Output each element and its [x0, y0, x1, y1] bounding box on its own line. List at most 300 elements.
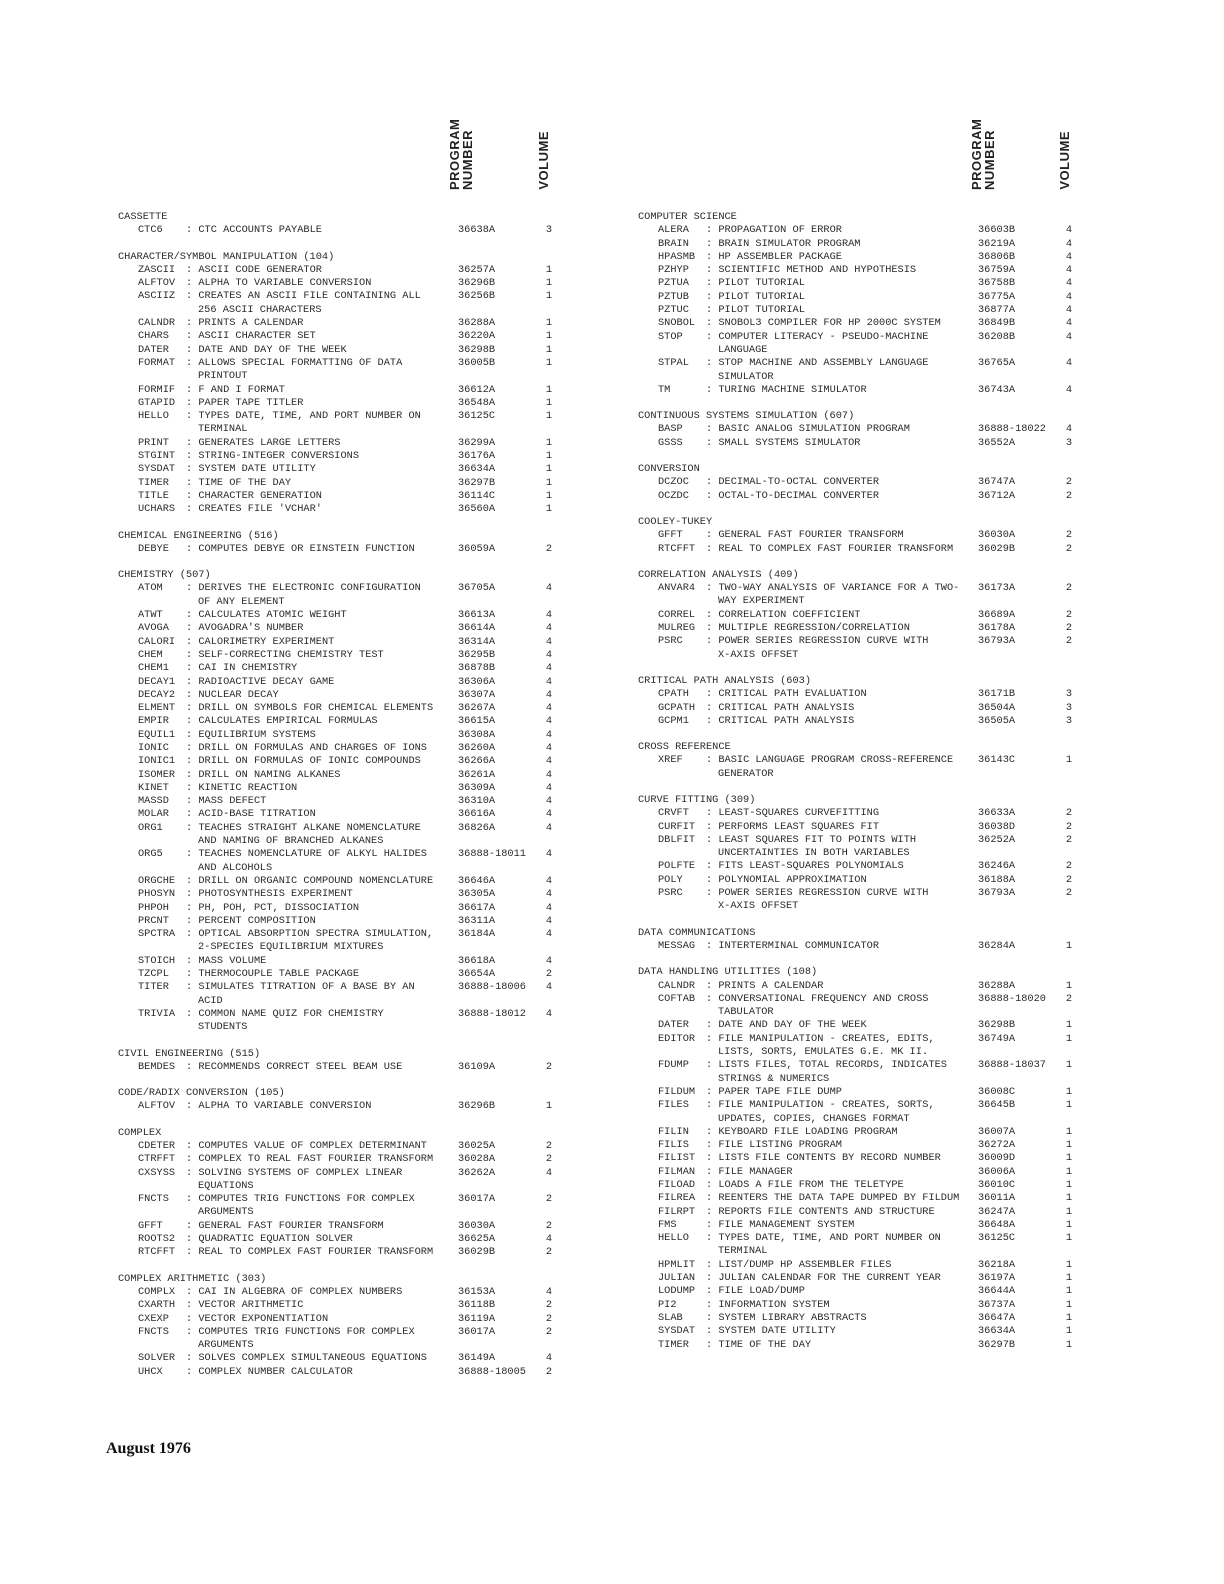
description-text: TIME OF THE DAY — [198, 476, 292, 489]
description-text: SMALL SYSTEMS SIMULATOR — [718, 436, 861, 449]
program-description — [706, 1019, 973, 1032]
program-entry — [118, 264, 558, 277]
program-code: ATOM — [138, 582, 163, 595]
description-text: GENERAL FAST FOURIER TRANSFORM — [198, 1219, 384, 1232]
separator: : — [706, 1019, 719, 1032]
program-description — [186, 1325, 453, 1353]
description-text: ALLOWS SPECIAL FORMATTING OF DATA — [198, 356, 403, 369]
program-description — [186, 1312, 453, 1326]
separator: : — [186, 1100, 199, 1113]
separator: : — [706, 754, 719, 767]
description-line — [706, 224, 973, 237]
program-number: 36888-18020 — [978, 992, 1046, 1005]
program-code: GTAPID — [138, 396, 176, 409]
volume-number: 2 — [545, 1365, 552, 1378]
program-number: 36257A — [458, 263, 496, 276]
program-entry — [638, 277, 1078, 290]
program-number: 36208B — [978, 330, 1016, 343]
volume-header: VOLUME — [1057, 131, 1072, 190]
program-entry — [118, 875, 558, 888]
volume-number: 4 — [545, 914, 552, 927]
program-number: 36114C — [458, 489, 496, 502]
program-number: 36612A — [458, 383, 496, 396]
description-line — [706, 701, 973, 715]
program-code: HPASMB — [658, 250, 696, 263]
program-code: STOICH — [138, 954, 176, 967]
program-entry — [118, 981, 558, 1008]
separator: : — [706, 1272, 719, 1285]
description-line — [706, 714, 973, 728]
program-code: MASSD — [138, 795, 169, 808]
program-code: IONIC — [138, 741, 169, 754]
program-number: 36288A — [978, 979, 1016, 992]
section-title: CORRELATION ANALYSIS (409) — [638, 568, 799, 581]
program-code: ELMENT — [138, 702, 176, 715]
volume-number: 4 — [1065, 357, 1072, 370]
description-text: HP ASSEMBLER PACKAGE — [718, 250, 842, 263]
volume-number: 1 — [1065, 1258, 1072, 1271]
program-entry — [118, 463, 558, 476]
description-text: SYSTEM DATE UTILITY — [718, 1325, 836, 1338]
description-line — [706, 1179, 973, 1192]
separator: : — [186, 396, 199, 409]
program-code: CXARTH — [138, 1299, 176, 1312]
program-number: 36297B — [458, 476, 496, 489]
program-entry — [638, 874, 1078, 887]
program-description — [186, 609, 453, 622]
program-description — [706, 608, 973, 622]
volume-number: 1 — [1065, 1139, 1072, 1152]
program-description — [186, 542, 453, 556]
program-description — [186, 330, 453, 343]
program-entry — [118, 968, 558, 981]
volume-number: 1 — [545, 317, 552, 330]
volume-number: 1 — [1065, 939, 1072, 952]
description-text: CALCULATES EMPIRICAL FORMULAS — [198, 715, 378, 728]
program-number: 36888-18011 — [458, 848, 526, 861]
program-number: 36888-18005 — [458, 1365, 526, 1378]
description-text: TURING MACHINE SIMULATOR — [718, 383, 867, 396]
description-text: PILOT TUTORIAL — [718, 304, 805, 317]
program-entry — [118, 450, 558, 463]
program-description — [706, 1125, 973, 1139]
description-text: PILOT TUTORIAL — [718, 277, 805, 290]
description-line — [706, 436, 973, 450]
volume-number: 2 — [545, 1299, 552, 1312]
program-entry — [638, 476, 1078, 489]
program-description — [186, 1352, 453, 1365]
program-code: CALORI — [138, 635, 176, 648]
program-entry — [118, 1326, 558, 1353]
program-entry — [118, 915, 558, 928]
program-number: 36309A — [458, 781, 496, 794]
description-line — [186, 648, 453, 662]
program-description — [706, 317, 973, 330]
program-description — [706, 489, 973, 503]
program-number-header: PROGRAM NUMBER — [969, 118, 997, 190]
volume-number: 4 — [545, 582, 552, 595]
separator: : — [706, 635, 719, 648]
section-title: CHEMISTRY (507) — [118, 569, 211, 582]
description-line — [186, 688, 453, 702]
description-line — [186, 463, 453, 476]
separator: : — [706, 979, 719, 992]
program-code: DECAY2 — [138, 688, 176, 701]
program-number: 36638A — [458, 224, 496, 237]
program-number: 36125C — [458, 410, 496, 423]
section-title: CROSS REFERENCE — [638, 741, 731, 754]
description-text: FILE MANAGEMENT SYSTEM — [718, 1218, 855, 1231]
program-description — [706, 1218, 973, 1232]
volume-number: 1 — [545, 383, 552, 396]
program-code: IONIC1 — [138, 755, 176, 768]
section-title: DATA HANDLING UTILITIES (108) — [638, 966, 818, 979]
description-line — [706, 992, 973, 1006]
description-line — [706, 833, 973, 847]
volume-number: 2 — [1065, 635, 1072, 648]
description-line — [186, 741, 453, 755]
volume-number: 4 — [545, 662, 552, 675]
program-number: 36749A — [978, 1032, 1016, 1045]
description-text: TEACHES STRAIGHT ALKANE NOMENCLATURE — [198, 821, 421, 834]
volume-number: 1 — [545, 277, 552, 290]
description-line: GENERATOR — [718, 767, 774, 780]
program-entry — [118, 437, 558, 450]
description-text: LOADS A FILE FROM THE TELETYPE — [718, 1179, 904, 1191]
program-code: AVOGA — [138, 622, 169, 635]
program-entry — [638, 980, 1078, 993]
program-description — [706, 1165, 973, 1179]
separator: : — [706, 1325, 719, 1338]
separator: : — [186, 476, 199, 489]
program-number: 36030A — [978, 529, 1016, 542]
volume-number: 2 — [1065, 476, 1072, 489]
catalog-section — [638, 741, 1078, 781]
entry-list — [118, 211, 558, 1392]
program-number: 36149A — [458, 1352, 496, 1365]
separator: : — [186, 1007, 199, 1020]
volume-number: 1 — [545, 410, 552, 423]
program-code: PSRC — [658, 635, 683, 648]
volume-number: 3 — [1065, 436, 1072, 449]
description-line: TABULATOR — [718, 1006, 774, 1019]
program-entry — [118, 277, 558, 290]
description-text: MASS VOLUME — [198, 954, 267, 967]
separator: : — [186, 662, 199, 675]
volume-header: VOLUME — [536, 131, 551, 190]
program-number: 36877A — [978, 304, 1016, 317]
volume-number: 2 — [1065, 833, 1072, 846]
program-entry — [118, 662, 558, 675]
program-description — [186, 901, 453, 915]
program-code: CRVFT — [658, 807, 689, 820]
program-number: 36306A — [458, 675, 496, 688]
description-line — [706, 1325, 973, 1338]
description-text: PAPER TAPE TITLER — [198, 396, 304, 409]
program-number: 36614A — [458, 622, 496, 635]
description-line — [186, 410, 453, 423]
program-entry — [638, 1219, 1078, 1232]
volume-number: 4 — [545, 715, 552, 728]
description-text: POLYNOMIAL APPROXIMATION — [718, 873, 867, 886]
description-text: CTC ACCOUNTS PAYABLE — [198, 224, 322, 237]
program-description — [186, 848, 453, 875]
description-text: TWO-WAY ANALYSIS OF VARIANCE FOR A TWO- — [718, 582, 960, 595]
separator: : — [706, 1232, 719, 1245]
description-line — [186, 317, 453, 330]
volume-number: 4 — [545, 702, 552, 715]
volume-number: 3 — [545, 224, 552, 237]
description-line — [706, 304, 973, 317]
description-line — [186, 1140, 453, 1153]
program-entry — [638, 1272, 1078, 1285]
volume-number: 4 — [545, 609, 552, 622]
description-line — [706, 1152, 973, 1165]
separator: : — [186, 848, 199, 861]
separator: : — [186, 263, 199, 276]
description-line — [186, 888, 453, 901]
section-title: CASSETTE — [118, 211, 168, 223]
separator: : — [706, 264, 719, 277]
program-number: 36218A — [978, 1258, 1016, 1271]
separator: : — [706, 1139, 719, 1152]
program-description — [186, 503, 453, 516]
program-entry — [118, 224, 558, 237]
program-description — [186, 702, 453, 715]
separator: : — [706, 317, 719, 330]
program-entry — [638, 317, 1078, 330]
program-number: 36109A — [458, 1060, 496, 1073]
volume-number: 2 — [1065, 622, 1072, 635]
description-line — [706, 476, 973, 489]
description-text: TEACHES NOMENCLATURE OF ALKYL HALIDES — [198, 848, 427, 861]
separator: : — [706, 1338, 719, 1351]
program-description — [706, 290, 973, 304]
catalog-section — [638, 463, 1078, 503]
separator: : — [186, 808, 199, 821]
program-code: ANVAR4 — [658, 582, 696, 595]
volume-number: 2 — [545, 1219, 552, 1232]
separator: : — [186, 1166, 199, 1179]
program-description — [706, 860, 973, 873]
description-text: GENERATES LARGE LETTERS — [198, 436, 341, 449]
separator: : — [706, 489, 719, 502]
program-code: TM — [658, 383, 671, 396]
program-number: 36007A — [978, 1125, 1016, 1138]
description-text: COMPUTES VALUE OF COMPLEX DETERMINANT — [198, 1140, 427, 1152]
section-title: CRITICAL PATH ANALYSIS (603) — [638, 674, 812, 687]
program-entry — [638, 1086, 1078, 1099]
program-number: 36059A — [458, 542, 496, 555]
description-line — [186, 476, 453, 490]
program-entry — [638, 993, 1078, 1020]
program-number: 36266A — [458, 755, 496, 768]
description-line — [186, 781, 453, 795]
volume-number: 1 — [1065, 754, 1072, 767]
program-code: ORG1 — [138, 821, 163, 834]
program-number: 36633A — [978, 807, 1016, 820]
program-code: COMPLX — [138, 1285, 176, 1298]
description-text: PERFORMS LEAST SQUARES FIT — [718, 820, 880, 833]
description-line — [706, 887, 973, 900]
program-entry — [638, 1192, 1078, 1205]
program-number: 36888-18006 — [458, 981, 526, 994]
description-line — [706, 1338, 973, 1352]
volume-number: 4 — [545, 648, 552, 661]
program-code: SYSDAT — [658, 1325, 696, 1338]
description-line — [186, 1325, 453, 1339]
program-code: TITLE — [138, 489, 169, 502]
description-line — [706, 277, 973, 290]
volume-number: 1 — [1065, 979, 1072, 992]
program-number: 36647A — [978, 1311, 1016, 1324]
description-line — [186, 808, 453, 821]
separator: : — [706, 304, 719, 317]
program-entry — [118, 477, 558, 490]
volume-number: 4 — [1065, 277, 1072, 290]
program-number: 36634A — [458, 463, 496, 476]
volume-number: 1 — [1065, 1059, 1072, 1072]
program-number: 36246A — [978, 860, 1016, 873]
volume-number: 4 — [545, 795, 552, 808]
description-line — [186, 1219, 453, 1233]
program-entry — [638, 1179, 1078, 1192]
program-entry — [638, 1259, 1078, 1272]
description-line — [706, 1125, 973, 1139]
program-number: 36648A — [978, 1218, 1016, 1231]
program-entry — [118, 344, 558, 357]
description-line — [186, 1060, 453, 1074]
separator: : — [706, 529, 719, 542]
description-line — [706, 1311, 973, 1325]
program-description — [186, 489, 453, 503]
separator: : — [706, 992, 719, 1005]
volume-number: 4 — [545, 901, 552, 914]
separator: : — [706, 1099, 719, 1112]
separator: : — [706, 1179, 719, 1191]
program-number: 36184A — [458, 928, 496, 941]
separator: : — [186, 1246, 199, 1259]
description-text: THERMOCOUPLE TABLE PACKAGE — [198, 968, 360, 981]
volume-number: 1 — [1065, 1099, 1072, 1112]
program-description — [186, 410, 453, 437]
description-line — [706, 1059, 973, 1072]
description-text: FITS LEAST-SQUARES POLYNOMIALS — [718, 860, 904, 873]
program-number: 36197A — [978, 1272, 1016, 1285]
catalog-section — [118, 569, 558, 1034]
program-entry — [118, 742, 558, 755]
program-description — [186, 981, 453, 1008]
program-description — [186, 622, 453, 635]
description-text: COMPUTES TRIG FUNCTIONS FOR COMPLEX — [198, 1193, 415, 1206]
program-code: UHCX — [138, 1365, 163, 1378]
description-line — [706, 608, 973, 622]
volume-number: 4 — [545, 981, 552, 994]
volume-number: 1 — [1065, 1125, 1072, 1138]
program-entry — [638, 1285, 1078, 1298]
separator: : — [186, 290, 199, 303]
description-line — [706, 622, 973, 635]
description-line — [186, 702, 453, 715]
program-number: 36188A — [978, 873, 1016, 886]
program-description — [186, 688, 453, 702]
program-entry — [638, 543, 1078, 556]
separator: : — [706, 688, 719, 701]
program-description — [706, 1059, 973, 1086]
catalog-section — [638, 569, 1078, 662]
program-code: ISOMER — [138, 768, 176, 781]
volume-number: 1 — [545, 436, 552, 449]
program-code: EDITOR — [658, 1032, 696, 1045]
program-description — [186, 715, 453, 728]
description-text: POWER SERIES REGRESSION CURVE WITH — [718, 887, 929, 900]
program-number: 36296B — [458, 1100, 496, 1113]
volume-number: 3 — [1065, 714, 1072, 727]
program-number: 36288A — [458, 317, 496, 330]
separator: : — [186, 874, 199, 887]
program-code: FNCTS — [138, 1193, 169, 1206]
description-text: CRITICAL PATH EVALUATION — [718, 688, 867, 701]
volume-number: 2 — [1065, 608, 1072, 621]
description-line — [706, 979, 973, 993]
description-line: X-AXIS OFFSET — [718, 648, 799, 661]
program-description — [706, 1258, 973, 1272]
separator: : — [186, 503, 199, 516]
volume-number: 4 — [545, 1166, 552, 1179]
program-entry — [118, 397, 558, 410]
program-description — [706, 887, 973, 914]
description-line — [186, 1312, 453, 1326]
program-number: 36705A — [458, 582, 496, 595]
program-number: 36029B — [458, 1246, 496, 1259]
program-entry — [118, 676, 558, 689]
description-text: DATE AND DAY OF THE WEEK — [718, 1019, 867, 1032]
separator: : — [706, 1059, 719, 1072]
separator: : — [186, 1365, 199, 1378]
volume-number: 1 — [545, 290, 552, 303]
description-line — [186, 662, 453, 675]
separator: : — [186, 609, 199, 622]
program-number: 36267A — [458, 702, 496, 715]
program-entry — [118, 490, 558, 503]
description-line — [706, 860, 973, 873]
program-entry — [638, 384, 1078, 397]
program-number: 36118B — [458, 1299, 496, 1312]
program-description — [186, 263, 453, 277]
footer-date: August 1976 — [106, 1440, 191, 1457]
program-entry — [118, 769, 558, 782]
description-text: CHARACTER GENERATION — [198, 489, 322, 502]
program-number: 36011A — [978, 1192, 1016, 1205]
program-number: 36308A — [458, 728, 496, 741]
program-entry — [118, 1193, 558, 1220]
program-entry — [638, 622, 1078, 635]
program-description — [186, 914, 453, 928]
program-entry — [638, 1232, 1078, 1259]
program-code: SLAB — [658, 1311, 683, 1324]
program-number: 36009D — [978, 1152, 1016, 1165]
description-line — [706, 264, 973, 277]
program-code: GCPATH — [658, 701, 696, 714]
program-code: PZHYP — [658, 264, 689, 277]
program-code: BRAIN — [658, 237, 689, 250]
program-code: PRINT — [138, 436, 169, 449]
program-entry — [638, 1099, 1078, 1126]
description-line — [186, 1233, 453, 1246]
program-description — [706, 224, 973, 237]
program-code: XREF — [658, 754, 683, 767]
program-entry — [118, 902, 558, 915]
